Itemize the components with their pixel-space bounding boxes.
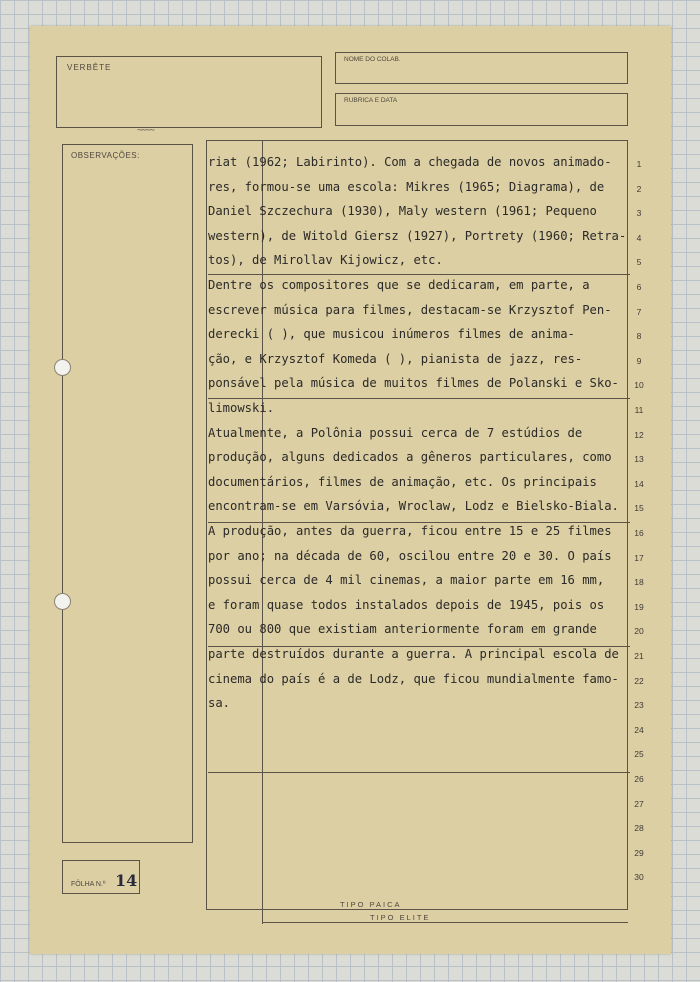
text-line: parte destruídos durante a guerra. A principal escola de <box>208 647 619 661</box>
typescript-sheet <box>30 26 671 954</box>
line-number: 22 <box>634 675 644 686</box>
text-line: A produção, antes da guerra, ficou entre 15 e 25 filmes <box>208 524 612 538</box>
nome-colab-box <box>335 52 628 84</box>
line-number: 17 <box>634 552 644 563</box>
line-number: 10 <box>634 380 644 391</box>
line-number: 3 <box>636 208 642 219</box>
tipo-paica-label: TIPO PAICA <box>340 900 402 909</box>
text-line: western), de Witold Giersz (1927), Portrety (1960; Retra- <box>208 228 627 243</box>
line-number: 4 <box>636 232 642 243</box>
tipo-elite-label: TIPO ELITE <box>370 913 431 922</box>
folha-label: FÔLHA N.º <box>71 881 106 888</box>
text-line <box>208 790 630 815</box>
line-number: 6 <box>636 282 642 292</box>
line-number: 18 <box>634 577 644 588</box>
verbete-box <box>56 56 322 136</box>
text-line: sa. <box>208 696 231 711</box>
line-number: 15 <box>634 503 644 514</box>
line-number: 5 <box>636 257 642 268</box>
text-line: documentários, filmes de animação, etc. Os principais <box>208 474 597 489</box>
verbete-scribble: ~~~~ <box>137 125 154 136</box>
line-number: 12 <box>634 429 644 440</box>
nome-colab-label: NOME DO COLAB. <box>344 56 401 63</box>
text-line <box>208 765 630 790</box>
text-line <box>208 716 630 741</box>
text-line: e foram quase todos instalados depois de 1945, pois os <box>208 597 605 612</box>
text-line <box>208 839 630 864</box>
rubrica-data-label: RUBRICA E DATA <box>344 97 398 104</box>
text-line: possui cerca de 4 mil cinemas, a maior parte em 16 mm, <box>208 573 605 588</box>
text-line: escrever música para filmes, destacam-se Krzysztof Pen- <box>208 302 612 317</box>
text-line: ção, e Krzysztof Komeda ( ), pianista de jazz, res- <box>208 351 583 366</box>
line-number: 27 <box>634 798 644 809</box>
line-number: 13 <box>634 454 644 465</box>
line-number: 9 <box>636 355 642 366</box>
line-number: 19 <box>634 601 644 612</box>
punch-hole-bottom <box>54 593 71 610</box>
text-line: riat (1962; Labirinto). Com a chegada de novos animado- <box>208 155 612 169</box>
text-line: ponsável pela música de muitos filmes de Polanski e Sko- <box>208 376 619 391</box>
text-line: por ano; na década de 60, oscilou entre 20 e 30. O país <box>208 548 612 563</box>
text-line: res, formou-se uma escola: Mikres (1965; Diagrama), de <box>208 179 605 194</box>
line-number: 30 <box>634 872 644 883</box>
line-number: 1 <box>636 159 642 169</box>
observacoes-label: OBSERVAÇÕES: <box>71 151 140 160</box>
observacoes-box <box>62 144 193 843</box>
text-line <box>208 863 630 888</box>
folha-box <box>62 860 140 894</box>
line-number: 16 <box>634 528 644 538</box>
text-line <box>208 740 630 765</box>
elite-bottom-line <box>262 922 628 923</box>
text-line: produção, alguns dedicados a gêneros particulares, como <box>208 450 612 465</box>
text-line: cinema do país é a de Lodz, que ficou mundialmente famo- <box>208 671 619 686</box>
text-line: encontram-se em Varsóvia, Wroclaw, Lodz e Bielsko-Biala. <box>208 499 619 514</box>
text-line: 700 ou 800 que existiam anteriormente foram em grande <box>208 622 597 637</box>
punch-hole-top <box>54 359 71 376</box>
line-number: 21 <box>634 651 644 661</box>
folha-number: 14 <box>115 871 138 890</box>
line-number: 25 <box>634 749 644 760</box>
line-number: 29 <box>634 847 644 858</box>
rubrica-data-box <box>335 93 628 126</box>
line-number: 26 <box>634 774 644 784</box>
text-line: derecki ( ), que musicou inúmeros filmes de anima- <box>208 327 575 342</box>
line-number: 2 <box>636 183 642 194</box>
line-number: 20 <box>634 626 644 637</box>
text-line: Atualmente, a Polônia possui cerca de 7 estúdios de <box>208 425 583 440</box>
text-line <box>208 814 630 839</box>
text-line: Dentre os compositores que se dedicaram, em parte, a <box>208 278 590 292</box>
line-number: 23 <box>634 700 644 711</box>
text-line: limowski. <box>208 401 275 415</box>
line-number: 24 <box>634 724 644 735</box>
line-number: 28 <box>634 823 644 834</box>
line-number: 8 <box>636 331 642 342</box>
text-line: Daniel Szczechura (1930), Maly western (1961; Pequeno <box>208 204 597 219</box>
verbete-label: VERBÊTE <box>67 63 112 72</box>
line-number: 11 <box>634 405 644 415</box>
line-number: 14 <box>634 478 644 489</box>
line-number: 7 <box>636 306 642 317</box>
text-line: tos), de Mirollav Kijowicz, etc. <box>208 253 443 268</box>
